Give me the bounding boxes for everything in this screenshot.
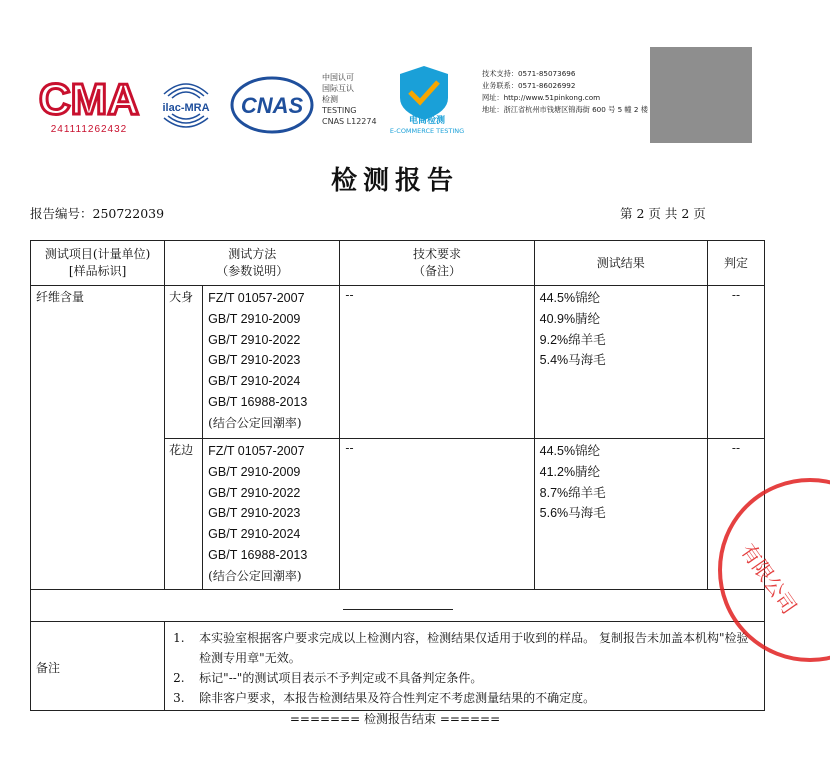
part-label: 大身 bbox=[165, 286, 203, 438]
ilac-mra-logo bbox=[150, 72, 222, 138]
requirement-cell: -- bbox=[340, 439, 534, 590]
contact-website: 网址：http://www.51pinkong.com bbox=[482, 93, 601, 102]
ilac-mra-text: ilac-MRA bbox=[162, 102, 210, 114]
ecommerce-en-label: E-COMMERCE TESTING bbox=[389, 127, 465, 135]
item-name: 纤维含量 bbox=[31, 286, 165, 590]
separator-row bbox=[31, 590, 765, 622]
method-cell bbox=[165, 439, 340, 590]
remark-item: 3. 除非客户要求，本报告检测结果及符合性判定不考虑测量结果的不确定度。 bbox=[173, 691, 596, 705]
cnas-text: CNAS bbox=[240, 93, 304, 118]
report-end-marker: ======= 检测报告结束 ====== bbox=[289, 712, 501, 726]
separator-line bbox=[343, 609, 453, 610]
table-row bbox=[31, 286, 765, 439]
header-requirement: 技术要求 （备注） bbox=[340, 241, 534, 286]
contact-business: 业务联系：0571-86026992 bbox=[482, 81, 576, 90]
result-cell: 44.5%锦纶 41.2%腈纶 8.7%绵羊毛 5.6%马海毛 bbox=[534, 439, 707, 590]
report-number: 报告编号：250722039 bbox=[30, 206, 165, 221]
cma-number: 241111262432 bbox=[50, 124, 128, 135]
test-results-table bbox=[30, 240, 765, 711]
cma-logo-text: CMA bbox=[38, 75, 140, 124]
part-label: 花边 bbox=[165, 439, 203, 589]
qr-code-placeholder bbox=[650, 47, 752, 143]
remark-item: 2. 标记"--"的测试项目表示不予判定或不具备判定条件。 bbox=[173, 671, 483, 685]
method-list: FZ/T 01057-2007 GB/T 2910-2009 GB/T 2910-2022 GB/T 2910-2023 GB/T 2910-2024 GB/T 16988-2013 (结合公定回潮率) bbox=[208, 444, 308, 583]
contact-support: 技术支持：0571-85073696 bbox=[482, 69, 576, 78]
report-title: 检测报告 bbox=[330, 166, 459, 196]
result-cell: 44.5%锦纶 40.9%腈纶 9.2%绵羊毛 5.4%马海毛 bbox=[534, 286, 707, 439]
official-seal-stamp bbox=[700, 470, 830, 670]
remarks-cell bbox=[165, 622, 765, 711]
cnas-cert-text: 中国认可 国际互认 检测 TESTING CNAS L12274 bbox=[322, 73, 377, 126]
method-cell bbox=[165, 286, 340, 439]
judgement-cell: -- bbox=[707, 286, 764, 439]
header-result: 测试结果 bbox=[534, 241, 707, 286]
ecommerce-cn-label: 电商检测 bbox=[408, 116, 445, 126]
remarks-row bbox=[31, 622, 765, 711]
requirement-cell: -- bbox=[340, 286, 534, 439]
header-method: 测试方法 （参数说明） bbox=[165, 241, 340, 286]
cnas-logo bbox=[230, 76, 314, 134]
contact-address: 地址：浙江省杭州市钱塘区锦海街 600 号 5 幢 2 楼 bbox=[482, 105, 648, 114]
remarks-label: 备注 bbox=[31, 622, 165, 711]
header-item: 测试项目(计量单位) [样品标识] bbox=[31, 241, 165, 286]
contact-info bbox=[482, 68, 650, 116]
method-list: FZ/T 01057-2007 GB/T 2910-2009 GB/T 2910-2022 GB/T 2910-2023 GB/T 2910-2024 GB/T 16988-2013 (结合公定回潮率) bbox=[208, 291, 308, 430]
table-header-row bbox=[31, 241, 765, 286]
remark-item: 1. 本实验室根据客户要求完成以上检测内容，检测结果仅适用于收到的样品。 复制报告未加盖本机构"检验检测专用章"无效。 bbox=[173, 631, 749, 665]
stamp-text: 有限公司 bbox=[735, 539, 802, 619]
header-judgement: 判定 bbox=[707, 241, 764, 286]
page-info: 第 2 页 共 2 页 bbox=[620, 206, 706, 221]
judgement-cell: -- bbox=[707, 439, 764, 590]
